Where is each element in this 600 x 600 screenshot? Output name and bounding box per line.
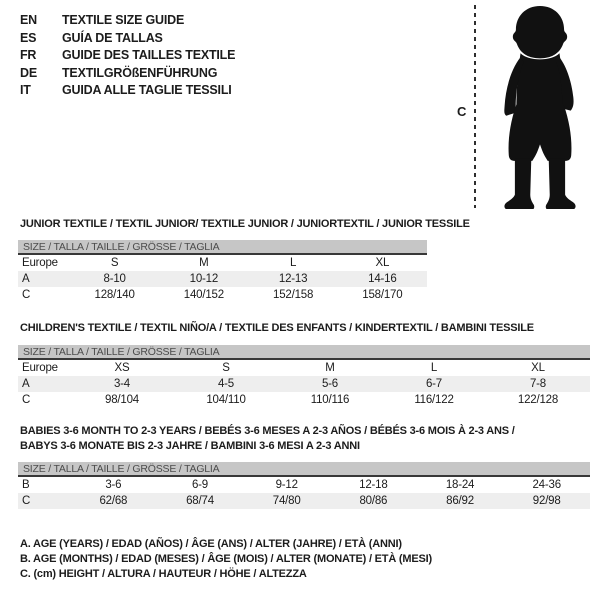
table-cell: 74/80: [272, 495, 301, 507]
row-label: B: [22, 479, 30, 491]
children-size-table: [18, 345, 590, 408]
height-measure-label: C: [457, 104, 467, 119]
table-cell: 14-16: [368, 273, 397, 285]
table-cell: 122/128: [517, 394, 559, 406]
size-header-bar: SIZE / TALLA / TAILLE / GRÖSSE / TAGLIA: [18, 462, 590, 477]
footnote-height-cm: C. (cm) HEIGHT / ALTURA / HAUTEUR / HÖHE / ALTEZZA: [20, 568, 307, 580]
section-title-babies: [20, 424, 580, 454]
table-cell: L: [430, 362, 438, 374]
table-cell: 3-4: [113, 378, 131, 390]
table-cell: 24-36: [532, 479, 561, 491]
guide-title: GUIDA ALLE TAGLIE TESSILI: [62, 83, 232, 97]
language-code: DE: [20, 65, 37, 80]
table-cell: 80/86: [359, 495, 388, 507]
table-row: [18, 287, 427, 303]
guide-title: TEXTILE SIZE GUIDE: [62, 13, 185, 27]
table-cell: 92/98: [532, 495, 561, 507]
row-label: C: [22, 394, 31, 406]
table-cell: XL: [375, 257, 390, 269]
table-cell: 68/74: [186, 495, 214, 507]
language-row: [20, 30, 235, 48]
table-cell: 110/116: [310, 394, 350, 406]
language-row: [20, 12, 235, 30]
section-title-line: BABIES 3-6 MONTH TO 2-3 YEARS / BEBÉS 3-6 MESES A 2-3 AÑOS / BÉBÉS 3-6 MOIS À 2-3 ANS /: [20, 425, 515, 437]
table-cell: 98/104: [105, 394, 139, 406]
row-label: C: [22, 495, 31, 507]
table-cell: M: [199, 257, 209, 269]
table-cell: XS: [114, 362, 130, 374]
language-code: EN: [20, 13, 37, 27]
table-cell: XL: [531, 362, 545, 374]
baby-silhouette-icon: [487, 4, 593, 209]
guide-title: GUÍA DE TALLAS: [62, 30, 163, 45]
table-cell: L: [290, 257, 297, 269]
size-header-bar: SIZE / TALLA / TAILLE / GRÖSSE / TAGLIA: [18, 240, 427, 255]
table-cell: 3-6: [105, 479, 122, 491]
table-cell: 128/140: [94, 289, 135, 301]
table-cell: 152/158: [273, 289, 314, 301]
row-label: Europe: [22, 257, 58, 269]
table-cell: 12-18: [359, 479, 388, 491]
table-cell: 9-12: [275, 479, 298, 491]
table-cell: 7-8: [529, 378, 547, 390]
table-cell: 8-10: [103, 273, 126, 285]
table-cell: 62/68: [99, 495, 128, 507]
table-cell: 18-24: [445, 479, 475, 491]
babies-size-table: [18, 462, 590, 509]
language-code: ES: [20, 30, 37, 45]
table-cell: S: [222, 362, 230, 374]
table-cell: 140/152: [183, 289, 224, 301]
row-label: C: [22, 289, 31, 301]
language-code: FR: [20, 48, 37, 62]
row-label: Europe: [22, 362, 58, 374]
language-title-list: [20, 12, 235, 100]
height-measure-line: [474, 5, 476, 208]
table-cell: M: [325, 362, 335, 374]
language-row: [20, 82, 235, 100]
guide-title: GUIDE DES TAILLES TEXTILE: [62, 48, 236, 62]
table-row: [18, 360, 590, 376]
table-cell: 158/170: [362, 289, 403, 301]
table-cell: 116/122: [414, 394, 454, 406]
section-title-children: CHILDREN'S TEXTILE / TEXTIL NIÑO/A / TEXTILE DES ENFANTS / KINDERTEXTIL / BAMBINI TESSILE: [20, 322, 534, 334]
table-row: [18, 477, 590, 493]
junior-size-table: [18, 240, 427, 303]
table-row: [18, 255, 427, 271]
table-cell: 12-13: [278, 273, 308, 285]
guide-title: TEXTILGRÖßENFÜHRUNG: [62, 65, 218, 80]
section-title-junior: JUNIOR TEXTILE / TEXTIL JUNIOR/ TEXTILE JUNIOR / JUNIORTEXTIL / JUNIOR TESSILE: [20, 218, 470, 230]
section-title-line: BABYS 3-6 MONATE BIS 2-3 JAHRE / BAMBINI 3-6 MESI A 2-3 ANNI: [20, 440, 360, 452]
row-label: A: [22, 378, 30, 390]
table-cell: 10-12: [189, 273, 219, 285]
footnote-age-years: A. AGE (YEARS) / EDAD (AÑOS) / ÂGE (ANS) / ALTER (JAHRE) / ETÀ (ANNI): [20, 538, 402, 550]
table-cell: 6-9: [191, 479, 209, 491]
table-row: [18, 493, 590, 509]
table-cell: 86/92: [446, 495, 474, 507]
table-cell: 6-7: [425, 378, 443, 390]
table-row: [18, 392, 590, 408]
table-cell: 4-5: [217, 378, 235, 390]
table-row: [18, 271, 427, 287]
table-cell: 5-6: [321, 378, 339, 390]
table-cell: 104/110: [206, 394, 246, 406]
size-header-bar: SIZE / TALLA / TAILLE / GRÖSSE / TAGLIA: [18, 345, 590, 360]
table-cell: S: [110, 257, 119, 269]
footnote-age-months: B. AGE (MONTHS) / EDAD (MESES) / ÂGE (MOIS) / ALTER (MONATE) / ETÀ (MESI): [20, 553, 432, 565]
language-row: [20, 65, 235, 83]
row-label: A: [22, 273, 30, 285]
legend-footnotes: [20, 537, 432, 582]
language-row: [20, 47, 235, 65]
language-code: IT: [20, 83, 31, 97]
table-row: [18, 376, 590, 392]
